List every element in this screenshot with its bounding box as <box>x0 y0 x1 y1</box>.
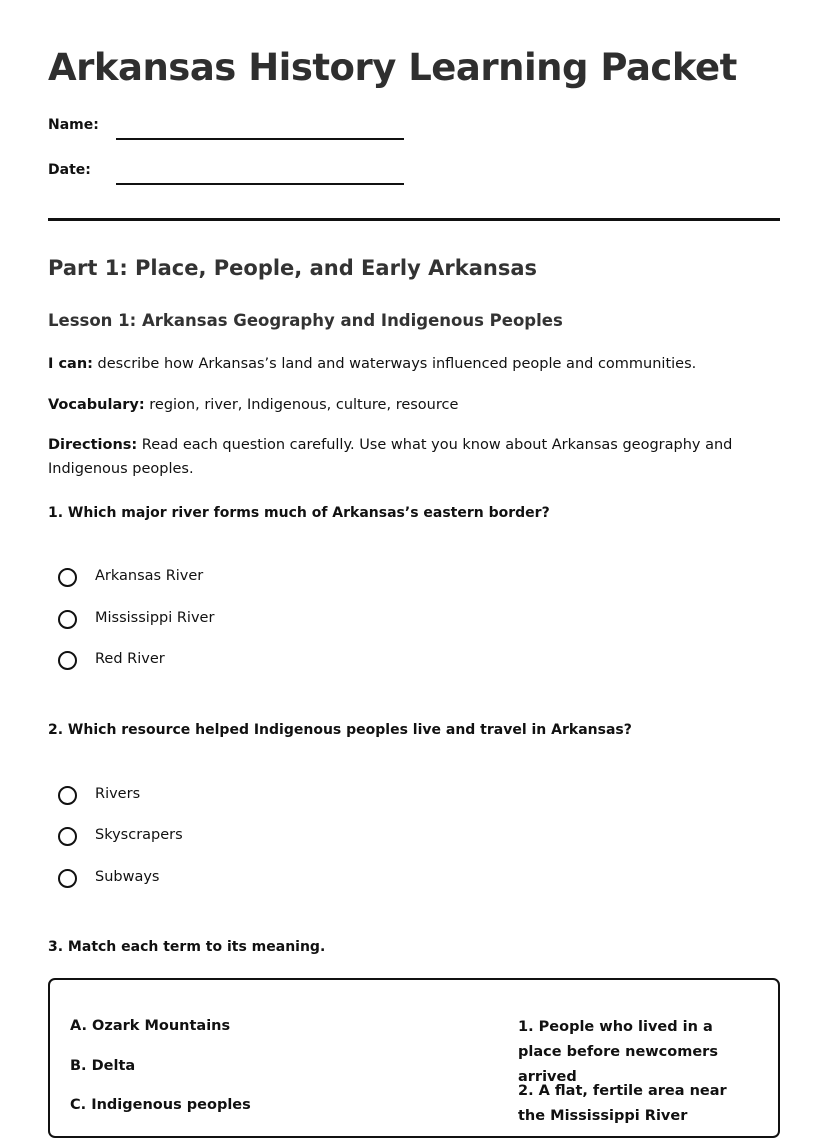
match-meaning[interactable]: 1. People who lived in a place before newcomers arrived <box>518 1019 718 1085</box>
directions-paragraph <box>48 433 778 481</box>
directions-label: Directions: <box>48 437 138 453</box>
name-input-line[interactable] <box>116 138 404 140</box>
radio-button[interactable] <box>58 786 77 805</box>
question-1-option-1[interactable] <box>58 568 358 592</box>
option-label: Red River <box>95 651 165 667</box>
question-1-option-2[interactable] <box>58 610 358 634</box>
radio-button[interactable] <box>58 827 77 846</box>
option-label: Arkansas River <box>95 568 204 584</box>
match-meaning[interactable]: 2. A flat, fertile area near the Mississippi River <box>518 1083 727 1124</box>
i-can-text: describe how Arkansas’s land and waterways influenced people and communities. <box>92 356 697 372</box>
option-label: Mississippi River <box>95 610 215 626</box>
i-can-statement <box>48 352 778 376</box>
match-term[interactable]: A. Ozark Mountains <box>70 1018 231 1034</box>
match-term[interactable]: C. Indigenous peoples <box>70 1097 251 1113</box>
radio-button[interactable] <box>58 568 77 587</box>
question-1-option-3[interactable] <box>58 651 358 675</box>
option-label: Rivers <box>95 786 141 802</box>
question-2-prompt: 2. Which resource helped Indigenous peoples live and travel in Arkansas? <box>48 722 632 738</box>
match-term[interactable]: B. Delta <box>70 1058 136 1074</box>
vocabulary-line <box>48 393 778 417</box>
name-label: Name: <box>48 117 99 133</box>
i-can-label: I can: <box>48 356 93 372</box>
matching-box <box>48 978 780 1138</box>
lesson-heading: Lesson 1: Arkansas Geography and Indigenous Peoples <box>48 311 563 330</box>
question-3-prompt: 3. Match each term to its meaning. <box>48 939 326 955</box>
radio-button[interactable] <box>58 610 77 629</box>
section-divider <box>48 218 780 221</box>
date-input-line[interactable] <box>116 183 404 185</box>
question-2-option-3[interactable] <box>58 869 358 893</box>
option-label: Subways <box>95 869 160 885</box>
name-field <box>48 117 468 141</box>
radio-button[interactable] <box>58 869 77 888</box>
part-heading: Part 1: Place, People, and Early Arkansas <box>48 256 537 280</box>
date-label: Date: <box>48 162 91 178</box>
radio-button[interactable] <box>58 651 77 670</box>
question-2-option-1[interactable] <box>58 786 358 810</box>
vocabulary-label: Vocabulary: <box>48 397 145 413</box>
question-1-prompt: 1. Which major river forms much of Arkansas’s eastern border? <box>48 505 550 521</box>
vocabulary-text: region, river, Indigenous, culture, resource <box>144 397 459 413</box>
directions-text: Read each question carefully. Use what you know about Arkansas geography and Indigenous peoples. <box>48 437 733 477</box>
option-label: Skyscrapers <box>95 827 183 843</box>
page-title: Arkansas History Learning Packet <box>48 46 737 89</box>
question-2-option-2[interactable] <box>58 827 358 851</box>
date-field <box>48 162 468 186</box>
